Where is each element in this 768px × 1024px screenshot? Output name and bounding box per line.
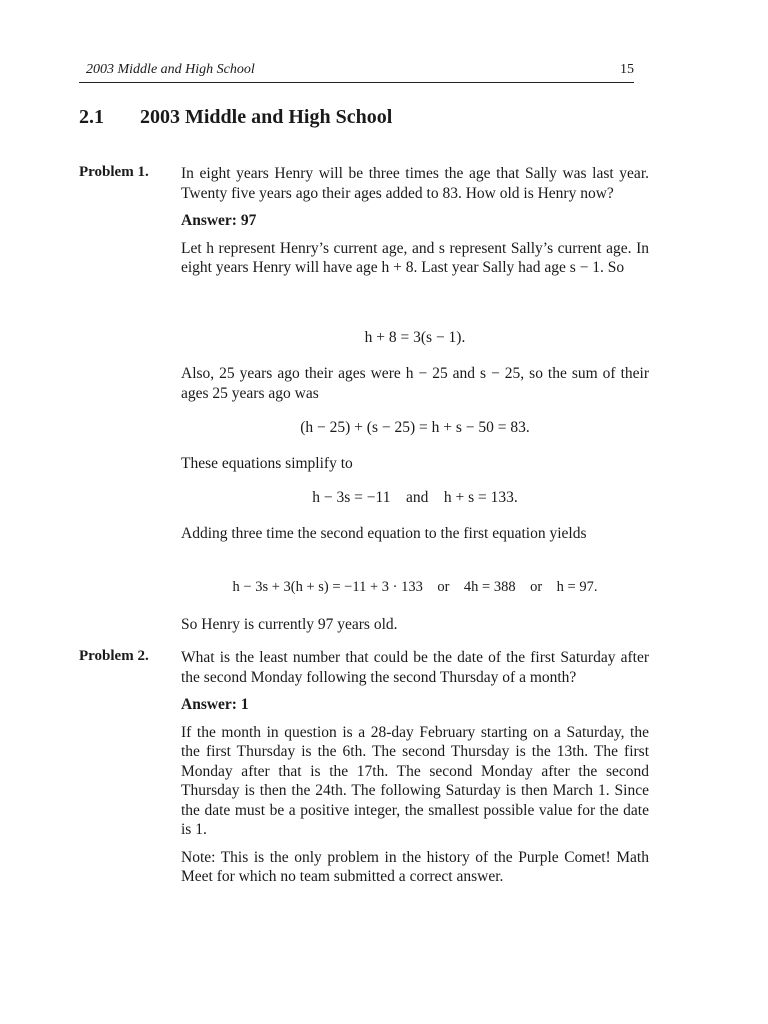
section-title: 2003 Middle and High School [140,106,393,128]
problem-2-solution-p1: If the month in question is a 28-day February starting on a Saturday, the the first Thursday is the 6th. The second Thursday is the 13th. The first Monday after that is the 17th. The second Monday after the second Thursday is then the 24th. The following Saturday is then March 1. Since the date must be a positive integer, the smallest possible value for the date is 1. [181,723,649,838]
problem-1-solution-p5: So Henry is currently 97 years old. [181,616,398,633]
problem-1-eq2: (h − 25) + (s − 25) = h + s − 50 = 83. [300,419,530,436]
problem-1-body-3 [181,454,649,482]
page-number: 15 [620,62,634,77]
problem-1-solution-p3: These equations simplify to [181,455,353,472]
problem-2-answer: Answer: 1 [181,696,249,713]
problem-1-body-4 [181,524,649,552]
problem-1-eq4: h − 3s + 3(h + s) = −11 + 3 · 133 or 4h = 388 or h = 97. [232,579,598,595]
problem-1-solution-p1: Let h represent Henry’s current age, and s represent Sally’s current age. In eight years Henry will have age h + 8. Last year Sally had age s − 1. So [181,239,649,276]
problem-1-eq1: h + 8 = 3(s − 1). [364,329,466,346]
problem-1-solution-p2: Also, 25 years ago their ages were h − 25 and s − 25, so the sum of their ages 25 years ago was [181,365,649,402]
problem-2-body [181,648,649,895]
problem-1-answer: Answer: 97 [181,212,257,229]
problem-1-label: Problem 1. [79,164,149,180]
problem-1-body [181,164,649,286]
running-header [79,62,634,83]
problem-2-note: Note: This is the only problem in the history of the Purple Comet! Math Meet for which no team submitted a correct answer. [181,848,649,885]
header-title: 2003 Middle and High School [86,62,255,77]
problem-1-body-2 [181,364,649,411]
section-heading [79,106,392,129]
problem-1-eq3: h − 3s = −11 and h + s = 133. [312,489,518,506]
problem-2-question: What is the least number that could be the date of the first Saturday after the second Monday following the second Thursday of a month? [181,649,649,686]
problem-1-solution-p4: Adding three time the second equation to the first equation yields [181,525,587,542]
problem-1-body-5 [181,615,649,643]
problem-1-question: In eight years Henry will be three times the age that Sally was last year. Twenty five years ago their ages added to 83. How old is Henry now? [181,165,649,202]
problem-2-label: Problem 2. [79,648,149,664]
section-number: 2.1 [79,106,104,128]
